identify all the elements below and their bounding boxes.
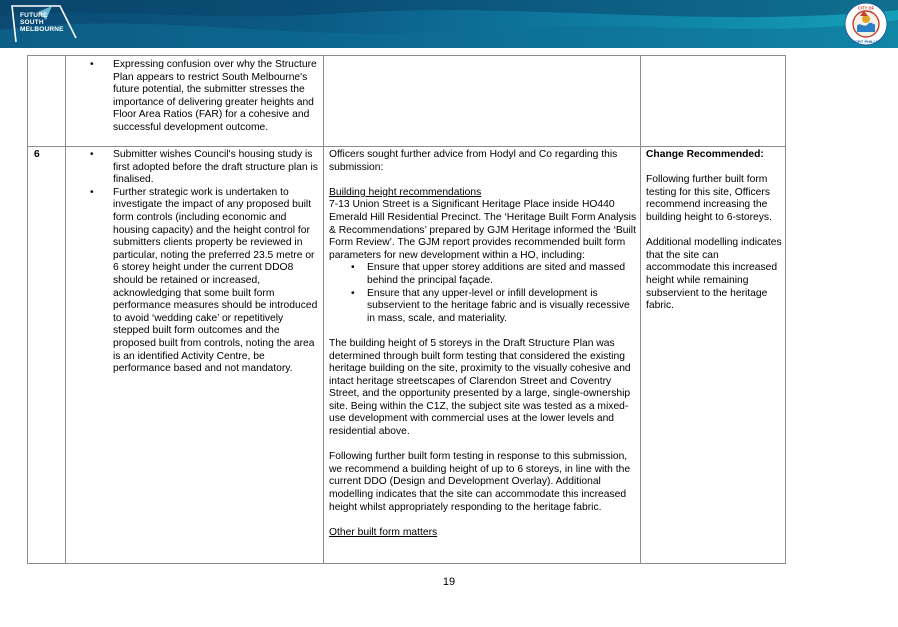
- svg-text:PORT PHILLIP: PORT PHILLIP: [852, 39, 880, 44]
- submissions-table: [27, 55, 786, 564]
- page-number: 19: [442, 576, 456, 588]
- logo-wordmark: FUTURE SOUTH MELBOURNE: [20, 12, 64, 33]
- column-divider: [640, 56, 641, 563]
- svg-text:CITY OF: CITY OF: [857, 5, 875, 11]
- prev-row-submission: [90, 59, 318, 135]
- header-wave-graphic: [0, 0, 898, 48]
- column-divider: [65, 56, 66, 563]
- city-of-port-phillip-seal: [844, 2, 888, 46]
- change-title: Change Recommended:: [646, 149, 764, 160]
- change-paragraph: Following further built form testing for this site, Officers recommend increasing the building height to 6-storeys.: [646, 174, 772, 223]
- section-heading-other-built-form: Other built form matters: [329, 526, 438, 538]
- row-number: 6: [34, 149, 40, 160]
- column-divider: [323, 56, 324, 563]
- response-paragraph: The building height of 5 storeys in the Draft Structure Plan was determined through built form testing that considered the existing heritage building on the site, proximity to the visually cohesive and intact heritage streetscapes of Clarendon Street and Coventry Street, and the opportunity presented by a large, single-ownership site. Being within the C1Z, the subject site was tested as a mixed-use development with commercial uses at the lower levels and residential above.: [329, 337, 631, 438]
- change-paragraph: Additional modelling indicates that the site can accommodate this increased height while remaining subservient to the heritage fabric.: [646, 237, 782, 312]
- submission-summary: [90, 149, 318, 376]
- list-item: • Expressing confusion over why the Structure Plan appears to restrict South Melbourne's future potential, the submitter stresses the importance of delivering greater heights and Floor Area Ratios (FAR) for a cohesive and successful development outcome.: [90, 59, 318, 135]
- officer-response: [329, 149, 637, 539]
- section-heading-building-height: Building height recommendations: [329, 186, 482, 198]
- list-item: • Ensure that upper storey additions are sited and massed behind the principal façade.: [351, 262, 637, 287]
- list-item: • Submitter wishes Council's housing study is first adopted before the draft structure plan is finalised.: [90, 149, 318, 187]
- response-paragraph: Following further built form testing in response to this submission, we recommend a building height of up to 6 storeys, in line with the current DDO (Design and Development Overlay). Additional modelling indicates that the site can accommodate this increased height whilst appropriately responding to the heritage fabric.: [329, 451, 631, 513]
- response-intro: Officers sought further advice from Hodyl and Co regarding this submission:: [329, 149, 618, 173]
- heritage-guidelines-list: [351, 262, 637, 325]
- header-banner: [0, 0, 898, 48]
- list-item: • Further strategic work is undertaken to investigate the impact of any proposed built form controls (including economic and housing capacity) and the height control for submitters clients property be reviewed in particular, noting the preferred 23.5 metre or 6 storey height under the current DDO8 should be retained or increased, acknowledging that some built form performance measures should be introduced to avoid ‘wedding cake’ or repetitively stepped built form outcomes and the proposed built from controls, noting the area is an identified Activity Centre, be performance based and not mandatory.: [90, 187, 318, 376]
- response-paragraph: 7-13 Union Street is a Significant Heritage Place inside HO440 Emerald Hill Residential Precinct. The ‘Heritage Built Form Analysis & Recommendations’ prepared by GJM Heritage informed the ‘Built Form Review’. The GJM report provides recommended built form parameters for new development within a HO, including:: [329, 199, 637, 261]
- row-divider: [28, 146, 785, 147]
- list-item: • Ensure that any upper-level or infill development is subservient to the heritage fabric and is visually recessive in mass, scale, and materiality.: [351, 288, 637, 326]
- change-recommended: [646, 149, 782, 313]
